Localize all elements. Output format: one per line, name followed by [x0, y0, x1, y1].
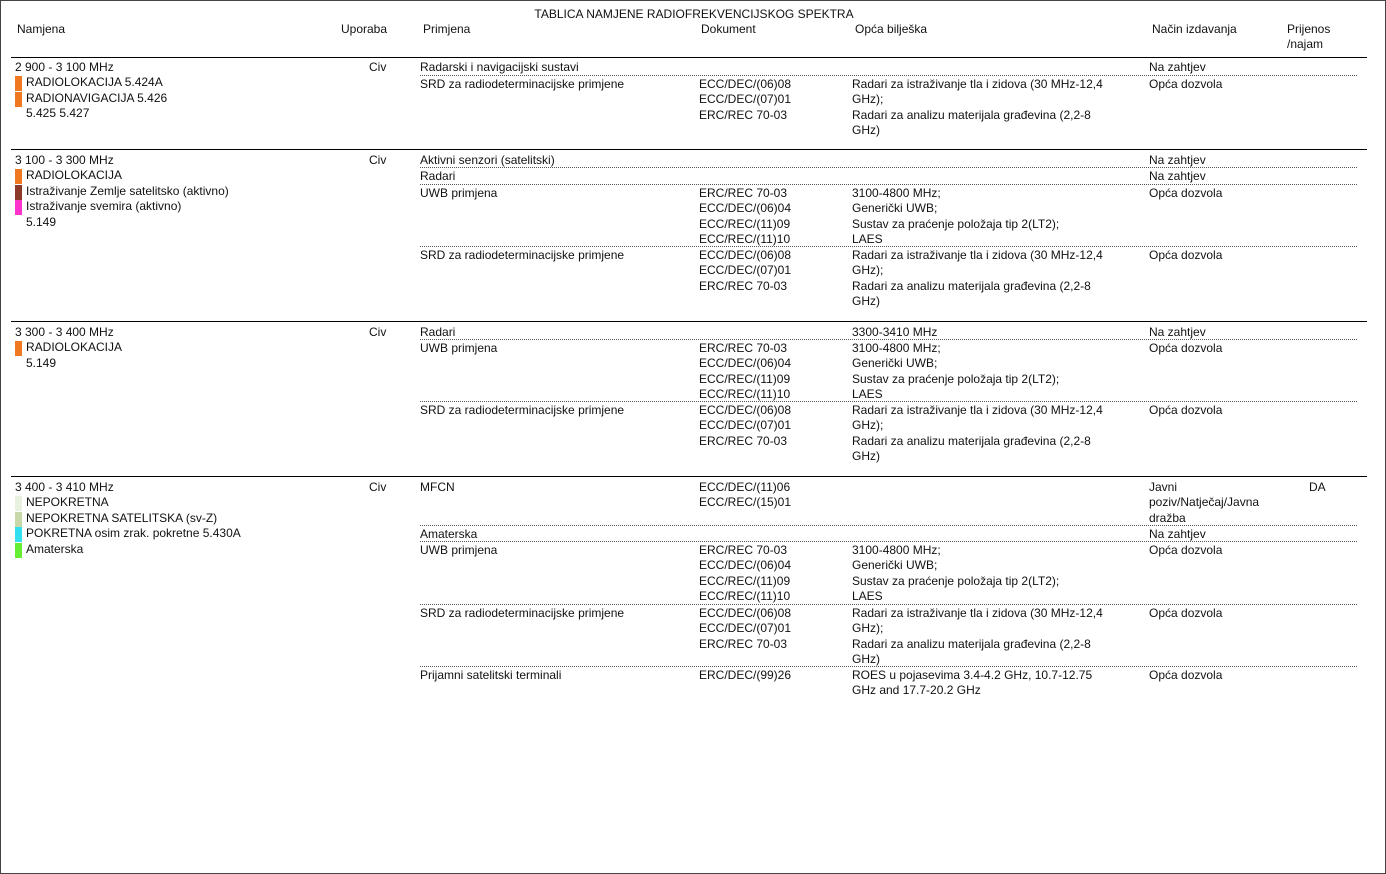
frequency-range: 3 300 - 3 400 MHz — [15, 325, 114, 339]
header-prijenos — [1287, 22, 1330, 52]
document-line: ECC/DEC/(06)04 — [699, 201, 792, 216]
document-line: ECC/REC/(11)10 — [699, 387, 791, 402]
document-line: ECC/REC/(11)09 — [699, 371, 791, 386]
service-color-swatch — [15, 76, 22, 91]
biljeska-cell — [852, 77, 1103, 139]
row-divider — [420, 401, 1357, 402]
service-allocation — [15, 340, 122, 355]
primjena-cell: SRD za radiodeterminacijske primjene — [420, 248, 625, 262]
dokument-cell — [699, 248, 791, 294]
note-line: 3100-4800 MHz; — [852, 186, 941, 200]
nacin-izdavanja-cell — [1149, 248, 1222, 263]
nacin-izdavanja-cell — [1149, 169, 1206, 184]
document-line: ECC/DEC/(06)08 — [699, 77, 792, 91]
note-line: 3100-4800 MHz; — [852, 543, 941, 557]
header-nacin-izdavanja: Način izdavanja — [1152, 22, 1237, 36]
note-line: Sustav za praćenje položaja tip 2(LT2); — [852, 216, 1060, 231]
primjena-cell: Radari — [420, 325, 456, 339]
note-line: 3100-4800 MHz; — [852, 341, 941, 355]
nacin-izdavanja-cell — [1149, 543, 1222, 558]
document-line: ECC/DEC/(07)01 — [699, 92, 792, 107]
service-color-swatch — [15, 496, 22, 511]
row-divider — [420, 666, 1357, 667]
document-line: ERC/REC 70-03 — [699, 186, 788, 200]
primjena-cell: Radari — [420, 169, 456, 183]
note-line: Generički UWB; — [852, 558, 938, 573]
issuance-line: Na zahtjev — [1149, 527, 1206, 541]
band-divider — [11, 321, 1367, 322]
biljeska-cell — [852, 543, 1059, 605]
note-line: Radari za analizu materijala građevina (2,2-8 — [852, 107, 1091, 122]
nacin-izdavanja-cell — [1149, 403, 1222, 418]
biljeska-cell — [852, 341, 1059, 403]
service-label: RADIOLOKACIJA 5.424A — [26, 75, 163, 90]
header-primjena: Primjena — [423, 22, 471, 36]
biljeska-cell — [852, 248, 1103, 310]
document-line: ECC/DEC/(06)04 — [699, 356, 792, 371]
issuance-line: Na zahtjev — [1149, 153, 1206, 167]
service-allocation — [15, 511, 241, 526]
namjena-cell — [15, 153, 229, 230]
service-allocation — [15, 542, 241, 557]
nacin-izdavanja-cell — [1149, 480, 1259, 526]
frequency-range: 2 900 - 3 100 MHz — [15, 60, 114, 74]
issuance-line: Na zahtjev — [1149, 169, 1206, 183]
document-line: ECC/DEC/(06)08 — [699, 403, 792, 417]
nacin-izdavanja-cell — [1149, 77, 1222, 92]
primjena-cell: Prijamni satelitski terminali — [420, 668, 562, 682]
header-namjena: Namjena — [17, 22, 66, 36]
nacin-izdavanja-cell — [1149, 60, 1206, 75]
note-line: Sustav za praćenje položaja tip 2(LT2); — [852, 573, 1060, 588]
frequency-range: 3 100 - 3 300 MHz — [15, 153, 114, 167]
row-divider — [420, 246, 1357, 247]
note-line: GHz); — [852, 263, 884, 278]
document-line: ERC/REC 70-03 — [699, 107, 788, 122]
uporaba-cell: Civ — [369, 325, 387, 339]
document-line: ECC/DEC/(06)08 — [699, 606, 792, 620]
page-title: TABLICA NAMJENE RADIOFREKVENCIJSKOG SPEKTRA — [534, 7, 854, 21]
document-line: ECC/DEC/(11)06 — [699, 480, 791, 494]
nacin-izdavanja-cell — [1149, 186, 1222, 201]
header-divider — [11, 57, 1367, 58]
uporaba-cell: Civ — [369, 480, 387, 494]
dokument-cell — [699, 403, 791, 449]
namjena-cell — [15, 325, 122, 371]
note-line: Radari za istraživanje tla i zidova (30 MHz-12,4 — [852, 77, 1103, 91]
service-label: RADIOLOKACIJA — [26, 168, 123, 183]
issuance-line: poziv/Natječaj/Javna — [1149, 495, 1260, 510]
service-label: RADIONAVIGACIJA 5.426 — [26, 90, 168, 105]
service-color-swatch — [15, 92, 22, 107]
primjena-cell: SRD za radiodeterminacijske primjene — [420, 403, 625, 417]
row-divider — [420, 167, 1357, 168]
nacin-izdavanja-cell — [1149, 606, 1222, 621]
band-divider — [11, 149, 1367, 150]
service-allocation — [15, 184, 229, 199]
note-line: GHz) — [852, 123, 880, 138]
footnote-references: 5.149 — [26, 355, 57, 370]
note-line: Radari za istraživanje tla i zidova (30 MHz-12,4 — [852, 248, 1103, 262]
note-line: Sustav za praćenje položaja tip 2(LT2); — [852, 371, 1060, 386]
biljeska-cell — [852, 606, 1103, 668]
service-label: Amaterska — [26, 541, 84, 556]
note-line: LAES — [852, 387, 883, 402]
note-line: GHz); — [852, 418, 884, 433]
biljeska-cell — [852, 186, 1059, 248]
note-line: Generički UWB; — [852, 201, 938, 216]
service-allocation — [15, 526, 241, 541]
service-color-swatch — [15, 527, 22, 542]
issuance-line: Opća dozvola — [1149, 668, 1223, 682]
primjena-cell: UWB primjena — [420, 543, 498, 557]
row-divider — [420, 604, 1357, 605]
note-line: ROES u pojasevima 3.4-4.2 GHz, 10.7-12.75 — [852, 668, 1093, 682]
service-color-swatch — [15, 200, 22, 215]
row-divider — [420, 525, 1357, 526]
document-line: ECC/REC/(11)09 — [699, 573, 791, 588]
row-divider — [420, 541, 1357, 542]
document-line: ECC/DEC/(06)08 — [699, 248, 792, 262]
issuance-line: Opća dozvola — [1149, 77, 1223, 91]
document-line: ECC/DEC/(07)01 — [699, 418, 792, 433]
uporaba-cell: Civ — [369, 60, 387, 74]
service-label: RADIOLOKACIJA — [26, 340, 123, 355]
document-line: ERC/REC 70-03 — [699, 278, 788, 293]
issuance-line: Javni — [1149, 480, 1178, 494]
nacin-izdavanja-cell — [1149, 341, 1222, 356]
note-line: Radari za istraživanje tla i zidova (30 MHz-12,4 — [852, 606, 1103, 620]
note-line: LAES — [852, 232, 883, 247]
note-line: Generički UWB; — [852, 356, 938, 371]
document-line: ERC/REC 70-03 — [699, 543, 788, 557]
service-label: Istraživanje Zemlje satelitsko (aktivno) — [26, 183, 229, 198]
issuance-line: Opća dozvola — [1149, 543, 1223, 557]
issuance-line: Opća dozvola — [1149, 341, 1223, 355]
dokument-cell — [699, 543, 791, 605]
note-line: Radari za analizu materijala građevina (2,2-8 — [852, 636, 1091, 651]
issuance-line: Opća dozvola — [1149, 606, 1223, 620]
primjena-cell: Amaterska — [420, 527, 478, 541]
document-line: ECC/DEC/(07)01 — [699, 263, 792, 278]
primjena-cell: UWB primjena — [420, 186, 498, 200]
note-line: GHz) — [852, 652, 880, 667]
note-line: 3300-3410 MHz — [852, 325, 938, 339]
note-line: GHz); — [852, 92, 884, 107]
dokument-cell — [699, 341, 791, 403]
service-allocation — [15, 91, 167, 106]
header-prijenos-line2: /najam — [1287, 37, 1324, 51]
service-allocation — [15, 495, 241, 510]
dokument-cell — [699, 668, 791, 683]
dokument-cell — [699, 186, 791, 248]
document-line: ERC/REC 70-03 — [699, 341, 788, 355]
frequency-range: 3 400 - 3 410 MHz — [15, 480, 114, 494]
dokument-cell — [699, 480, 791, 511]
footnote-references: 5.425 5.427 — [26, 106, 90, 121]
issuance-line: Opća dozvola — [1149, 248, 1223, 262]
header-biljeska: Opća bilješka — [855, 22, 928, 36]
issuance-line: Na zahtjev — [1149, 325, 1206, 339]
dokument-cell — [699, 77, 791, 123]
biljeska-cell — [852, 403, 1103, 465]
issuance-line: dražba — [1149, 510, 1186, 525]
primjena-cell: Aktivni senzori (satelitski) — [420, 153, 555, 167]
document-line: ERC/REC 70-03 — [699, 636, 788, 651]
uporaba-cell: Civ — [369, 153, 387, 167]
service-label: NEPOKRETNA — [26, 495, 109, 510]
note-line: Radari za analizu materijala građevina (2,2-8 — [852, 278, 1091, 293]
document-line: ECC/DEC/(06)04 — [699, 558, 792, 573]
header-prijenos-line1: Prijenos — [1287, 22, 1331, 36]
document-line: ERC/REC 70-03 — [699, 433, 788, 448]
primjena-cell: SRD za radiodeterminacijske primjene — [420, 77, 625, 91]
service-color-swatch — [15, 341, 22, 356]
document-line: ECC/REC/(11)10 — [699, 589, 791, 604]
service-allocation — [15, 168, 229, 183]
service-color-swatch — [15, 543, 22, 558]
note-line: GHz) — [852, 449, 880, 464]
document-line: ECC/REC/(11)10 — [699, 232, 791, 247]
service-label: NEPOKRETNA SATELITSKA (sv-Z) — [26, 510, 218, 525]
namjena-cell — [15, 60, 167, 122]
service-label: POKRETNA osim zrak. pokretne 5.430A — [26, 526, 241, 541]
prijenos-cell: DA — [1309, 480, 1326, 494]
issuance-line: Na zahtjev — [1149, 60, 1206, 74]
biljeska-cell — [852, 668, 1092, 699]
document-line: ECC/REC/(15)01 — [699, 495, 792, 510]
header-uporaba: Uporaba — [341, 22, 388, 36]
primjena-cell: UWB primjena — [420, 341, 498, 355]
note-line: Radari za istraživanje tla i zidova (30 MHz-12,4 — [852, 403, 1103, 417]
namjena-cell — [15, 480, 241, 557]
note-line: GHz); — [852, 621, 884, 636]
issuance-line: Opća dozvola — [1149, 186, 1223, 200]
note-line: LAES — [852, 589, 883, 604]
document-line: ECC/REC/(11)09 — [699, 216, 791, 231]
note-line: GHz) — [852, 294, 880, 309]
primjena-cell: SRD za radiodeterminacijske primjene — [420, 606, 625, 620]
header-dokument: Dokument — [701, 22, 756, 36]
note-line: Radari za analizu materijala građevina (2,2-8 — [852, 433, 1091, 448]
row-divider — [420, 184, 1357, 185]
service-color-swatch — [15, 185, 22, 200]
primjena-cell: MFCN — [420, 480, 455, 494]
nacin-izdavanja-cell — [1149, 668, 1222, 683]
service-allocation — [15, 199, 229, 214]
service-color-swatch — [15, 512, 22, 527]
document-line: ECC/DEC/(07)01 — [699, 621, 792, 636]
service-allocation — [15, 75, 167, 90]
issuance-line: Opća dozvola — [1149, 403, 1223, 417]
service-color-swatch — [15, 169, 22, 184]
row-divider — [420, 339, 1357, 340]
footnote-references: 5.149 — [26, 214, 57, 229]
primjena-cell: Radarski i navigacijski sustavi — [420, 60, 579, 74]
service-label: Istraživanje svemira (aktivno) — [26, 199, 182, 214]
dokument-cell — [699, 606, 791, 652]
document-line: ERC/DEC/(99)26 — [699, 668, 792, 682]
band-divider — [11, 476, 1367, 477]
note-line: GHz and 17.7-20.2 GHz — [852, 683, 981, 698]
row-divider — [420, 75, 1357, 76]
